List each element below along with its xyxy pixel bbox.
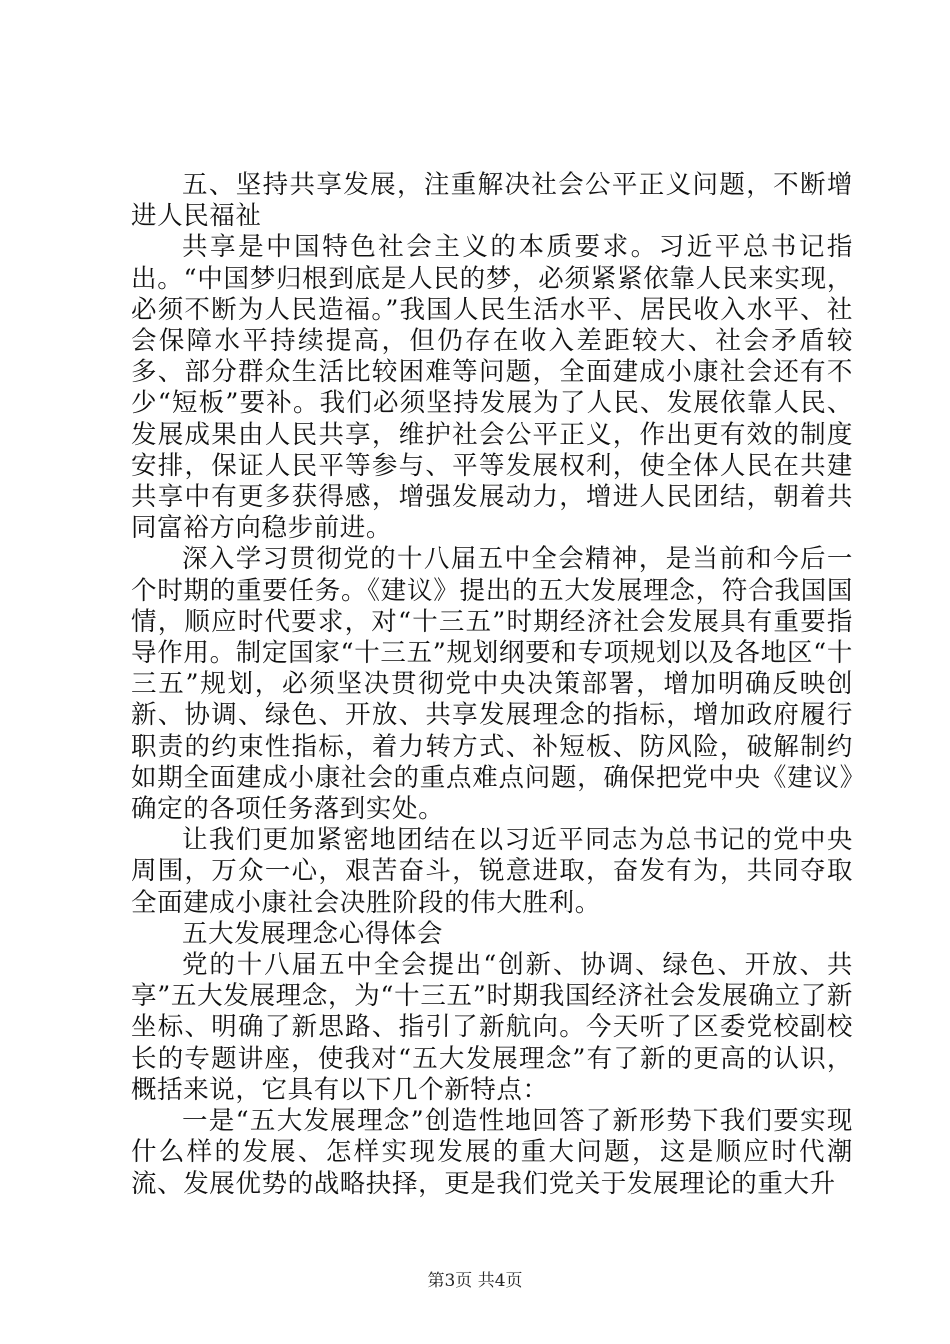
- document-body: [131, 170, 853, 1200]
- page-number: 第3页 共4页: [427, 1271, 523, 1291]
- body-paragraph: 一是“五大发展理念”创造性地回答了新形势下我们要实现什么样的发展、怎样实现发展的重大问题，这是顺应时代潮流、发展优势的战略抉择，更是我们党关于发展理论的重大升: [131, 1106, 853, 1199]
- page-footer: [0, 1271, 950, 1291]
- body-paragraph: 共享是中国特色社会主义的本质要求。习近平总书记指出。“中国梦归根到底是人民的梦，必须紧紧依靠人民来实现，必须不断为人民造福。”我国人民生活水平、居民收入水平、社会保障水平持续提高，但仍存在收入差距较大、社会矛盾较多、部分群众生活比较困难等问题，全面建成小康社会还有不少“短板”要补。我们必须坚持发展为了人民、发展依靠人民、发展成果由人民共享，维护社会公平正义，作出更有效的制度安排，保证人民平等参与、平等发展权利，使全体人民在共建共享中有更多获得感，增强发展动力，增进人民团结，朝着共同富裕方向稳步前进。: [131, 232, 853, 544]
- section-heading: 五、坚持共享发展，注重解决社会公平正义问题，不断增进人民福祉: [131, 170, 853, 232]
- body-paragraph: 让我们更加紧密地团结在以习近平同志为总书记的党中央周围，万众一心，艰苦奋斗，锐意进取，奋发有为，共同夺取全面建成小康社会决胜阶段的伟大胜利。: [131, 825, 853, 918]
- body-paragraph: 深入学习贯彻党的十八届五中全会精神，是当前和今后一个时期的重要任务。《建议》提出的五大发展理念，符合我国国情，顺应时代要求，对“十三五”时期经济社会发展具有重要指导作用。制定国家“十三五”规划纲要和专项规划以及各地区“十三五”规划，必须坚决贯彻党中央决策部署，增加明确反映创新、协调、绿色、开放、共享发展理念的指标，增加政府履行职责的约束性指标，着力转方式、补短板、防风险，破解制约如期全面建成小康社会的重点难点问题，确保把党中央《建议》确定的各项任务落到实处。: [131, 544, 853, 825]
- body-paragraph: 党的十八届五中全会提出“创新、协调、绿色、开放、共享”五大发展理念，为“十三五”时期我国经济社会发展确立了新坐标、明确了新思路、指引了新航向。今天听了区委党校副校长的专题讲座，使我对“五大发展理念”有了新的更高的认识，概括来说，它具有以下几个新特点：: [131, 950, 853, 1105]
- article-title: 五大发展理念心得体会: [182, 918, 444, 949]
